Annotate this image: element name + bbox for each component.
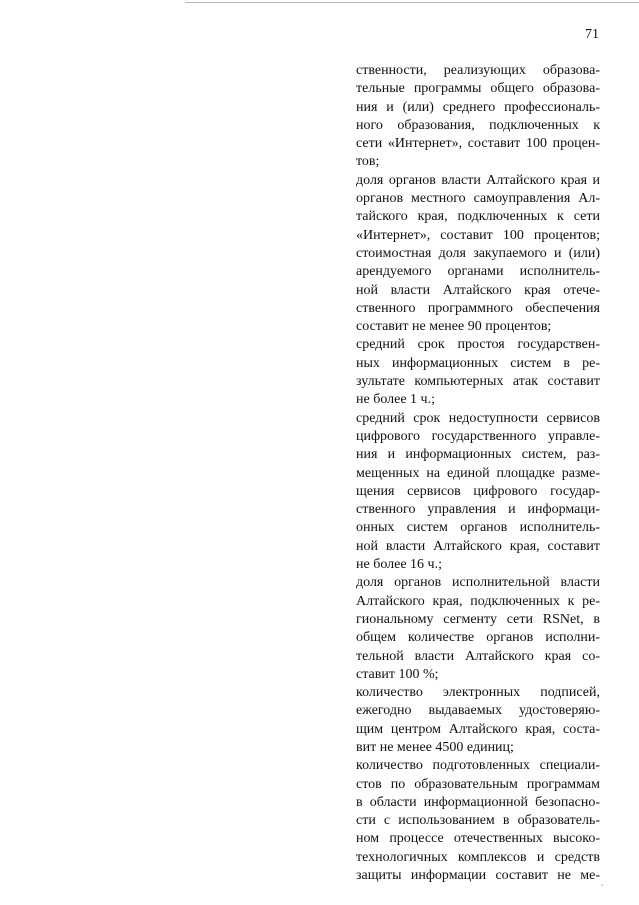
text-line: технологичных комплексов и средств xyxy=(356,849,600,865)
text-line: ставит 100 %; xyxy=(356,666,439,682)
text-line: вит не менее 4500 единиц; xyxy=(356,739,514,755)
text-line: средний срок простоя государствен- xyxy=(356,337,600,353)
text-line: ной власти Алтайского края, составит xyxy=(356,538,600,554)
text-line: количество подготовленных специали- xyxy=(356,758,600,774)
text-line: арендуемого органами исполнитель- xyxy=(356,264,600,280)
text-line: ственного программного обеспечения xyxy=(356,300,600,316)
text-line: ной власти Алтайского края отече- xyxy=(356,282,600,298)
text-line: ния и (или) среднего профессиональ- xyxy=(356,99,600,115)
text-line: «Интернет», составит 100 процентов; xyxy=(356,227,600,243)
text-line: тельной власти Алтайского края со- xyxy=(356,648,600,664)
body-text-column xyxy=(356,62,600,885)
text-line: ственного управления и информаци- xyxy=(356,502,600,518)
text-line: Алтайского края, подключенных к ре- xyxy=(356,593,600,609)
text-line: защиты информации составит не ме- xyxy=(356,868,600,884)
text-line: тайского края, подключенных к сети xyxy=(356,209,600,225)
text-line: зультате компьютерных атак составит xyxy=(356,374,600,390)
text-line: ния и информационных систем, раз- xyxy=(356,447,600,463)
text-line: щим центром Алтайского края, соста- xyxy=(356,721,600,737)
scan-speck xyxy=(601,884,603,886)
text-line: сети «Интернет», составит 100 процен- xyxy=(356,136,600,152)
page-number: 71 xyxy=(585,27,599,42)
text-line: щения сервисов цифрового государ- xyxy=(356,483,600,499)
page-top-edge xyxy=(185,2,639,3)
text-line: сти с использованием в образователь- xyxy=(356,813,600,829)
text-line: ежегодно выдаваемых удостоверяю- xyxy=(356,703,600,719)
text-line: мещенных на единой площадке разме- xyxy=(356,465,600,481)
text-line: количество электронных подписей, xyxy=(356,685,600,701)
text-line: ном процессе отечественных высоко- xyxy=(356,831,600,847)
text-line: ных информационных систем в ре- xyxy=(356,355,600,371)
text-line: доля органов власти Алтайского края и xyxy=(356,172,600,188)
text-line: стов по образовательным программам xyxy=(356,776,600,792)
text-line: органов местного самоуправления Ал- xyxy=(356,191,600,207)
text-line: ного образования, подключенных к xyxy=(356,117,600,133)
text-line: средний срок недоступности сервисов xyxy=(356,410,600,426)
text-line: цифрового государственного управле- xyxy=(356,428,600,444)
text-line: стоимостная доля закупаемого и (или) xyxy=(356,245,600,261)
text-line: ственности, реализующих образова- xyxy=(356,63,600,78)
text-line: онных систем органов исполнитель- xyxy=(356,520,600,536)
text-line: составит не менее 90 процентов; xyxy=(356,319,552,335)
text-line: тельные программы общего образова- xyxy=(356,81,600,97)
text-line: тов; xyxy=(356,154,380,170)
text-line: не более 16 ч.; xyxy=(356,557,442,573)
text-line: в области информационной безопасно- xyxy=(356,794,600,810)
text-line: не более 1 ч.; xyxy=(356,392,435,408)
text-line: общем количестве органов исполни- xyxy=(356,630,600,646)
text-line: доля органов исполнительной власти xyxy=(356,575,600,591)
text-line: гиональному сегменту сети RSNet, в xyxy=(356,611,600,627)
